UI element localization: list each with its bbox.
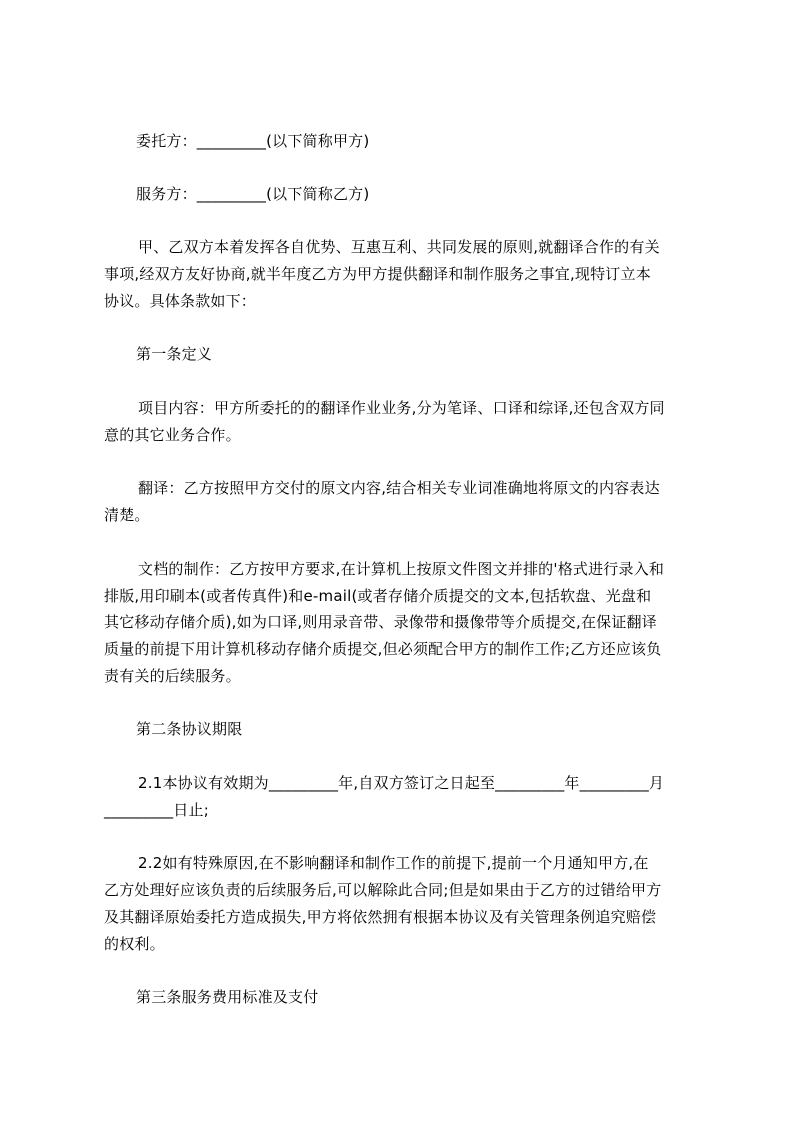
paragraph-line: 的权利。 [104,935,165,953]
preamble-line: 协议。具体条款如下： [104,292,257,310]
section-heading-3: 第三条服务费用标准及支付 [136,988,319,1006]
paragraph-line: 翻译：乙方按照甲方交付的原文内容,结合相关专业词准确地将原文的内容表达 [138,479,660,497]
paragraph-line: 2.1本协议有效期为_________年,自双方签订之日起至_________年_________月 [138,774,665,792]
preamble-line: 事项,经双方友好协商,就半年度乙方为甲方提供翻译和制作服务之事宜,现特订立本 [104,265,651,283]
client-party-line: 委托方：_________(以下简称甲方) [136,132,370,150]
paragraph-line: 文档的制作：乙方按甲方要求,在计算机上按原文件图文并排的'格式进行录入和 [138,560,665,578]
paragraph-line: 2.2如有特殊原因,在不影响翻译和制作工作的前提下,提前一个月通知甲方,在 [138,854,649,872]
paragraph-line: _________日止; [104,801,209,819]
paragraph-line: 清楚。 [104,506,150,524]
paragraph-line: 意的其它业务合作。 [104,426,241,444]
paragraph-line: 其它移动存储介质),如为口译,则用录音带、录像带和摄像带等介质提交,在保证翻译 [104,613,657,631]
paragraph-line: 质量的前提下用计算机移动存储介质提交,但必须配合甲方的制作工作;乙方还应该负 [104,640,662,658]
paragraph-line: 排版,用印刷本(或者传真件)和e-mail(或者存储介质提交的文本,包括软盘、光盘和 [104,587,652,605]
paragraph-line: 乙方处理好应该负责的后续服务后,可以解除此合同;但是如果由于乙方的过错给甲方 [104,881,662,899]
paragraph-line: 责有关的后续服务。 [104,667,241,685]
section-heading-1: 第一条定义 [136,345,213,363]
paragraph-line: 及其翻译原始委托方造成损失,甲方将依然拥有根据本协议及有关管理条例追究赔偿 [104,908,657,926]
section-heading-2: 第二条协议期限 [136,720,243,738]
paragraph-line: 项目内容：甲方所委托的的翻译作业业务,分为笔译、口译和综译,还包含双方同 [138,399,665,417]
service-party-line: 服务方：_________(以下简称乙方) [136,185,370,203]
preamble-line: 甲、乙双方本着发挥各自优势、互惠互利、共同发展的原则,就翻译合作的有关 [138,238,660,256]
